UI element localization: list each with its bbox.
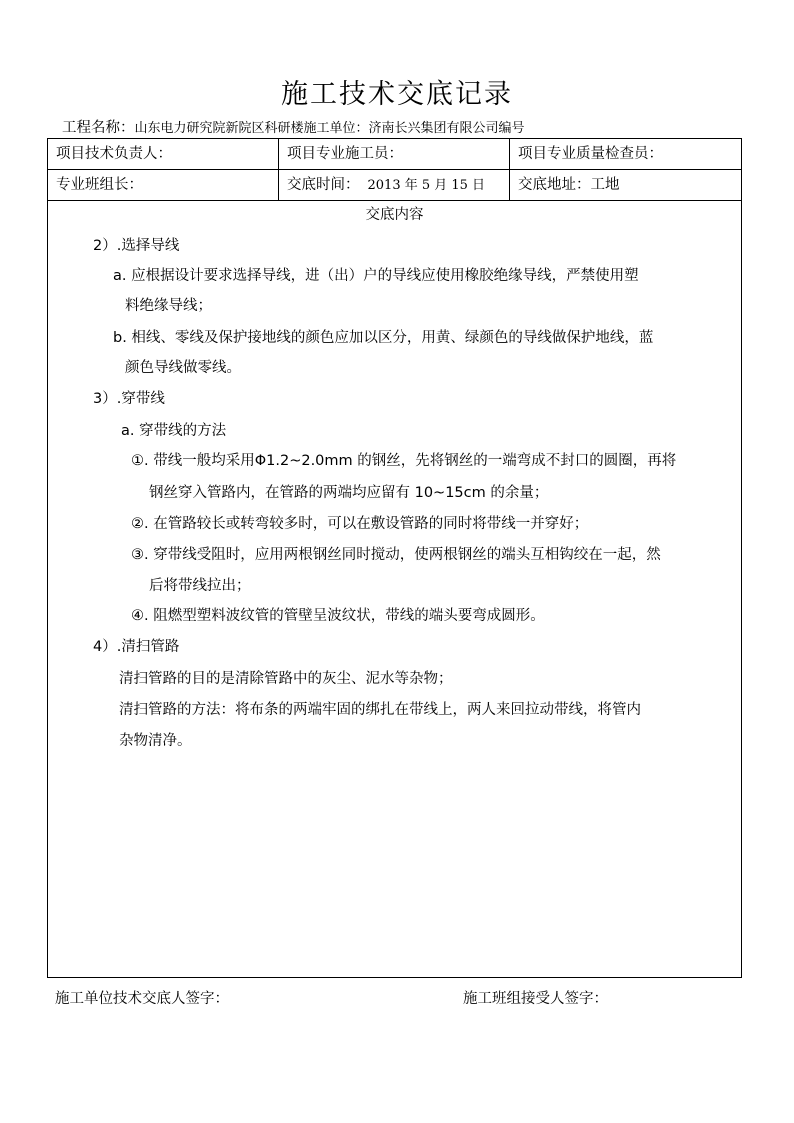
briefer-signature-label: 施工单位技术交底人签字：	[55, 991, 229, 1007]
content-line: a. 应根据设计要求选择导线，进（出）户的导线应使用橡胶绝缘导线，严禁使用塑	[113, 268, 639, 284]
content-line: 清扫管路的方法：将布条的两端牢固的绑扎在带线上，两人来回拉动带线，将管内	[119, 702, 641, 718]
header-row-2	[48, 170, 741, 201]
content-line: 颜色导线做零线。	[125, 360, 241, 376]
content-heading: 交底内容	[365, 207, 424, 223]
briefing-location-cell: 交底地址：工地	[518, 177, 620, 193]
content-line: 料绝缘导线；	[125, 298, 212, 314]
document-title: 施工技术交底记录	[281, 79, 513, 110]
project-name-line	[62, 119, 525, 138]
section-heading: 3）.穿带线	[93, 391, 165, 407]
content-line: ②. 在管路较长或转弯较多时，可以在敷设管路的同时将带线一并穿好；	[131, 516, 589, 532]
briefing-time-label: 交底时间：	[287, 177, 360, 193]
project-name-label: 工程名称：	[62, 120, 135, 136]
section-heading: 4）.清扫管路	[93, 639, 180, 655]
content-line: 钢丝穿入管路内，在管路的两端均应留有 10~15cm 的余量；	[149, 485, 549, 501]
content-line: 后将带线拉出；	[149, 578, 251, 594]
briefing-time-value: 2013 年 5 月 15 日	[367, 178, 486, 193]
content-line: b. 相线、零线及保护接地线的颜色应加以区分，用黄、绿颜色的导线做保护地线，蓝	[113, 330, 654, 346]
project-name-value: 山东电力研究院新院区科研楼施工单位：济南长兴集团有限公司编号	[134, 121, 525, 136]
content-line: ④. 阻燃型塑料波纹管的管壁呈波纹状，带线的端头要弯成圆形。	[131, 608, 545, 624]
team-leader-cell: 专业班组长：	[56, 177, 143, 193]
quality-inspector-cell: 项目专业质量检查员：	[518, 146, 663, 162]
receiver-signature-label: 施工班组接受人签字：	[463, 991, 608, 1007]
content-line: 杂物清净。	[119, 733, 192, 749]
briefing-time-cell	[279, 170, 509, 200]
construction-staff-cell: 项目专业施工员：	[287, 146, 403, 162]
content-line: ①. 带线一般均采用Φ1.2~2.0mm 的钢丝，先将钢丝的一端弯成不封口的圆圈，再将	[131, 453, 677, 469]
record-sheet	[47, 138, 742, 1007]
content-line: a. 穿带线的方法	[121, 423, 227, 439]
technical-lead-cell: 项目技术负责人：	[56, 146, 172, 162]
header-row-1	[48, 139, 741, 170]
content-line: ③. 穿带线受阻时，应用两根钢丝同时搅动，使两根钢丝的端头互相钩绞在一起，然	[131, 547, 661, 563]
section-heading: 2）.选择导线	[93, 238, 180, 254]
content-line: 清扫管路的目的是清除管路中的灰尘、泥水等杂物；	[119, 671, 453, 687]
